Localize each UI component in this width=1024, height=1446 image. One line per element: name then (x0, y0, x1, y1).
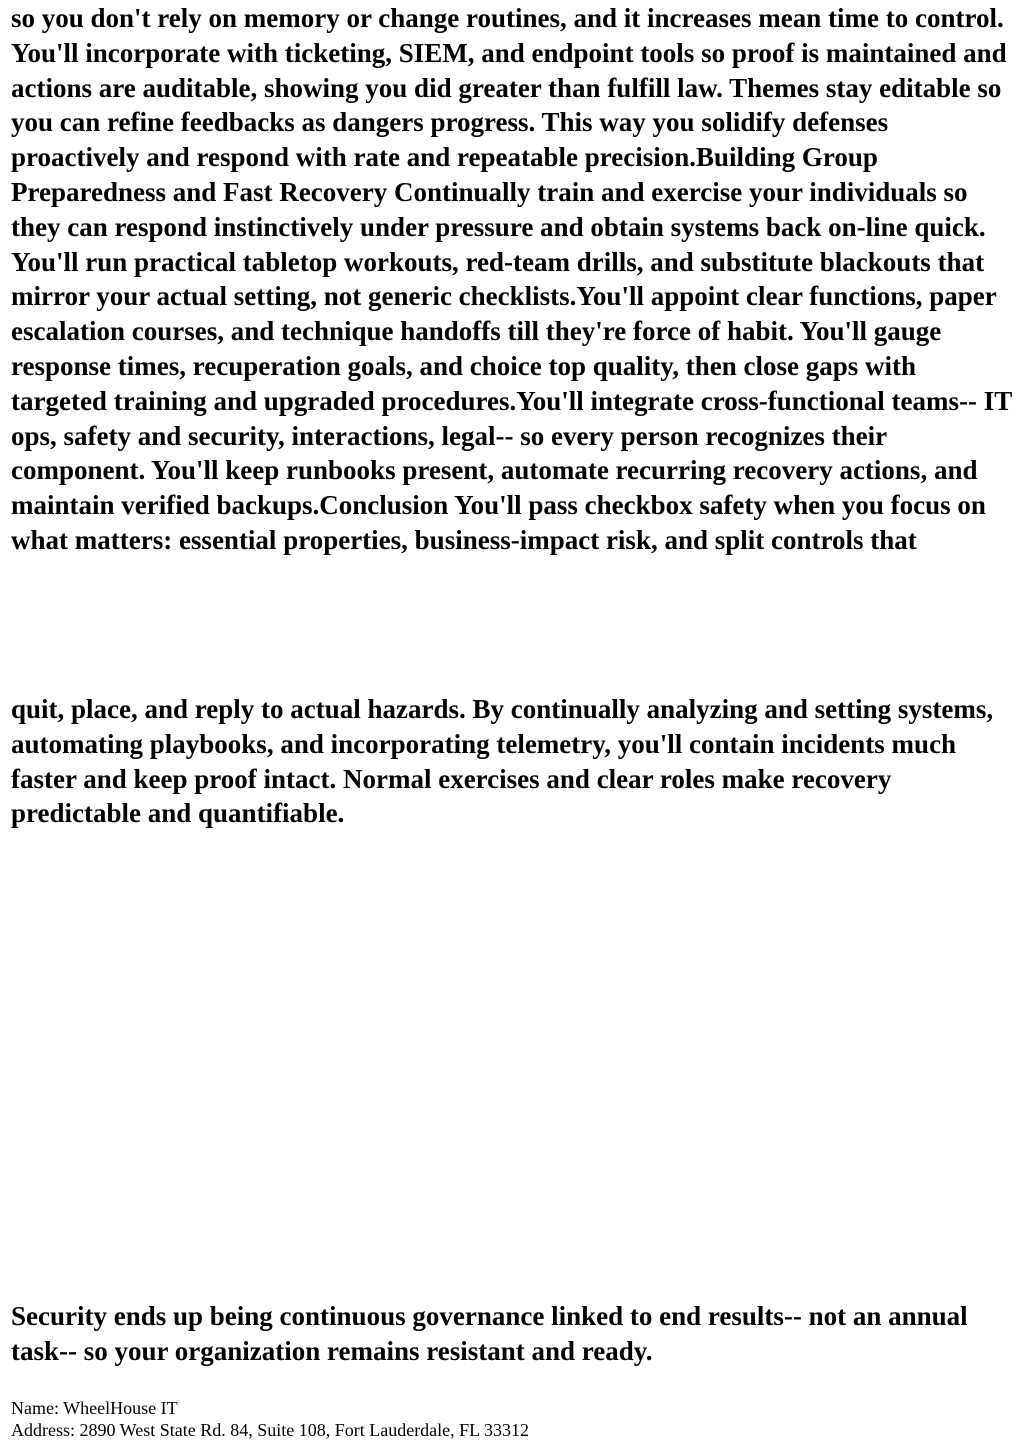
business-name: Name: WheelHouse IT (11, 1398, 178, 1418)
body-paragraph: quit, place, and reply to actual hazards. By continually analyzing and setting systems, automating playbooks, and incorporating telemetry, you'll contain incidents much faster and keep proof intact. Normal exercises and clear roles make recovery predictable and quantifiable. (11, 694, 994, 829)
contact-footer (11, 1397, 1014, 1441)
closing-paragraph: Security ends up being continuous governance linked to end results-- not an annual task-- so your organization remains resistant and ready. (11, 1301, 968, 1366)
body-paragraph: so you don't rely on memory or change routines, and it increases mean time to control. You'll incorporate with ticketing, SIEM, and endpoint tools so proof is maintained and actions are auditable, showing you did greater than fulfill law. Themes stay editable so you can refine feedbacks as dangers progress. This way you solidify defenses proactively and respond with rate and repeatable precision.Building Group Preparedness and Fast Recovery Continually train and exercise your individuals so they can respond instinctively under pressure and obtain systems back on-line quick. You'll run practical tabletop workouts, red-team drills, and substitute blackouts that mirror your actual setting, not generic checklists.You'll appoint clear functions, paper escalation courses, and technique handoffs till they're force of habit. You'll gauge response times, recuperation goals, and choice top quality, then close gaps with targeted training and upgraded procedures.You'll integrate cross-functional teams-- IT ops, safety and security, interactions, legal-- so every person recognizes their component. You'll keep runbooks present, automate recurring recovery actions, and maintain verified backups.Conclusion You'll pass checkbox safety when you focus on what matters: essential properties, business-impact risk, and split controls that (11, 3, 1012, 555)
business-address: Address: 2890 West State Rd. 84, Suite 108, Fort Lauderdale, FL 33312 (11, 1420, 530, 1440)
